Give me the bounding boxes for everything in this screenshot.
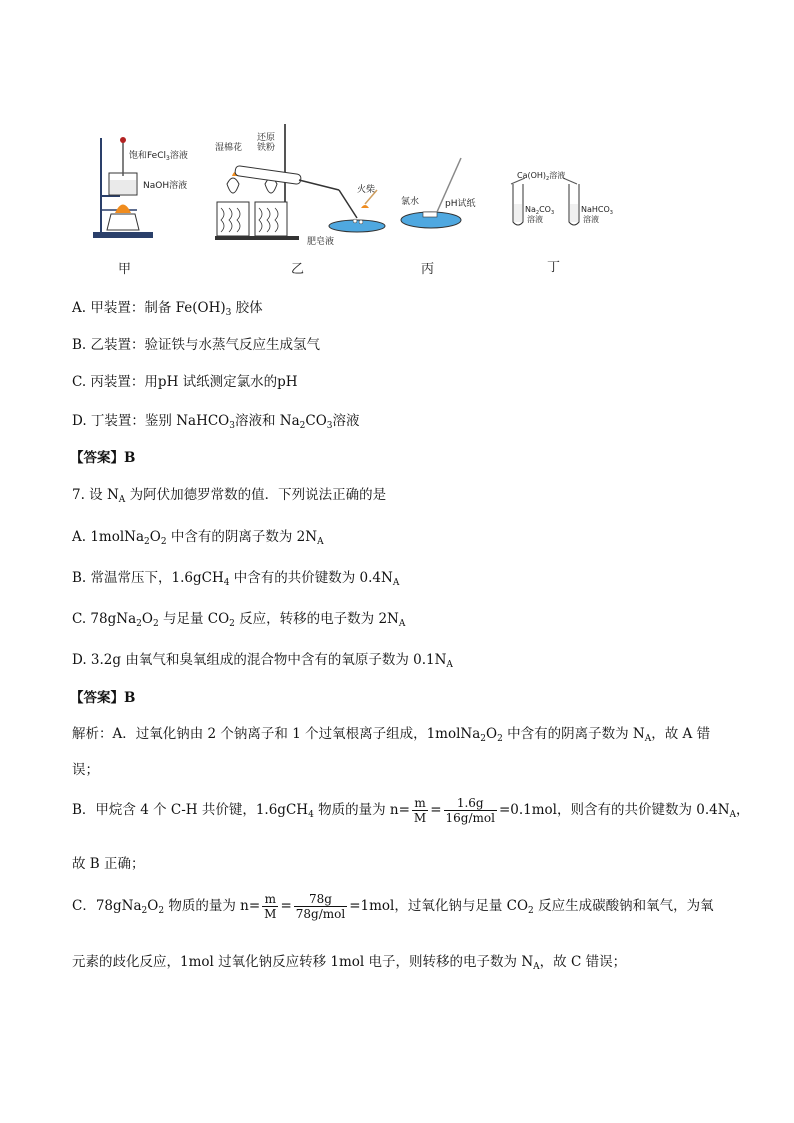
q7-option-c: C. $78gNa_2O_2$ 与足量 $CO_2$ 反应，转移的电子数为 $2N_A$ [72,611,406,629]
yi-iron-label-1: 还原 [257,133,276,143]
bing-paper-label: pH试纸 [445,199,476,209]
q7-stem: 7. 设 $N_A$ 为阿伏加德罗常数的值．下列说法正确的是 [72,487,387,505]
apparatus-jia [93,137,188,238]
q6-option-d: D. 丁装置：鉴别 NaHCO$_3$溶液和 $Na_2CO_3$溶液 [72,413,360,431]
q7-answer: 【答案】B [70,690,136,706]
apparatus-figure [85,118,625,278]
q7-explanation-b-cont: 故 B 正确； [72,856,145,872]
yi-iron-label-2: 铁粉 [257,143,276,153]
q7-option-a: A. $1molNa_2O_2$ 中含有的阴离子数为 $2N_A$ [72,529,324,547]
q7-option-d: D. 3.2g 由氧气和臭氧组成的混合物中含有的氧原子数为 $0.1N_A$ [72,652,453,670]
apparatus-bing [401,158,475,228]
caption-ding: 丁 [547,260,561,275]
ding-nahco3-label: NaHCO$_3$ [581,205,613,216]
yi-cotton-label: 湿棉花 [215,143,243,153]
jia-fecl3-label: 饱和FeCl$_3$溶液 [129,151,188,162]
fraction-m-over-M-c: $\frac{m}{M}$ [264,892,277,921]
caption-jia: 甲 [118,262,132,277]
q7-explanation-a: 解析：A．过氧化钠由 2 个钠离子和 1 个过氧根离子组成，$1molNa_2O_2$ 中含有的阴离子数为 $N_A$，故 A 错 [72,726,711,744]
ding-na2co3-label: $Na_2CO_3$ [525,205,555,216]
caption-bing: 丙 [421,262,435,277]
q7-explanation-b: B．甲烷含 4 个 C-H 共价键，1.6gCH$_4$ 物质的量为 n= $\frac{m}{M}$ = $\frac{1.6g}{\text{16g/mol}}$ =0.1mol，则含有的共价键数为 $0.4N_A$， [72,796,750,825]
apparatus-yi [215,124,385,247]
q6-option-c: C. 丙装置：用pH 试纸测定氯水的pH [72,374,298,390]
q7-option-b: B. 常温常压下，1.6gCH$_4$ 中含有的共价键数为 $0.4N_A$ [72,570,400,588]
q6-option-b: B. 乙装置：验证铁与水蒸气反应生成氢气 [72,337,321,353]
ding-caoh2-label: $Ca(OH)_2$溶液 [517,171,566,182]
apparatus-diagram [85,118,625,278]
fraction-78g-over-molar: $\frac{78g}{\text{78g/mol}}$ [295,892,346,921]
bing-water-label: 氯水 [401,197,420,207]
jia-naoh-label: NaOH溶液 [143,181,188,191]
q6-answer: 【答案】B [70,450,136,466]
fraction-mass-over-molar: $\frac{1.6g}{\text{16g/mol}}$ [445,796,495,825]
caption-yi: 乙 [291,262,305,277]
q7-explanation-a-cont: 误； [72,762,99,778]
yi-match-label: 火柴 [357,185,376,195]
ding-right-solution-label: 溶液 [583,215,599,224]
yi-soap-label: 肥皂液 [307,237,335,247]
q6-option-a: A. 甲装置：制备 $Fe(OH)_3$ 胶体 [72,300,263,318]
q7-explanation-c-cont: 元素的歧化反应，1mol 过氧化钠反应转移 1mol 电子，则转移的电子数为 $N_A$，故 C 错误； [72,954,627,972]
apparatus-ding [511,170,613,225]
q7-explanation-c: C．$78gNa_2O_2$ 物质的量为 n= $\frac{m}{M}$ = $\frac{78g}{\text{78g/mol}}$ =1mol，过氧化钠与足量 $CO_2$ 反应生成碳酸钠和氧气，为氧 [72,892,714,921]
ding-left-solution-label: 溶液 [527,215,543,224]
fraction-m-over-M: $\frac{m}{M}$ [413,796,427,825]
